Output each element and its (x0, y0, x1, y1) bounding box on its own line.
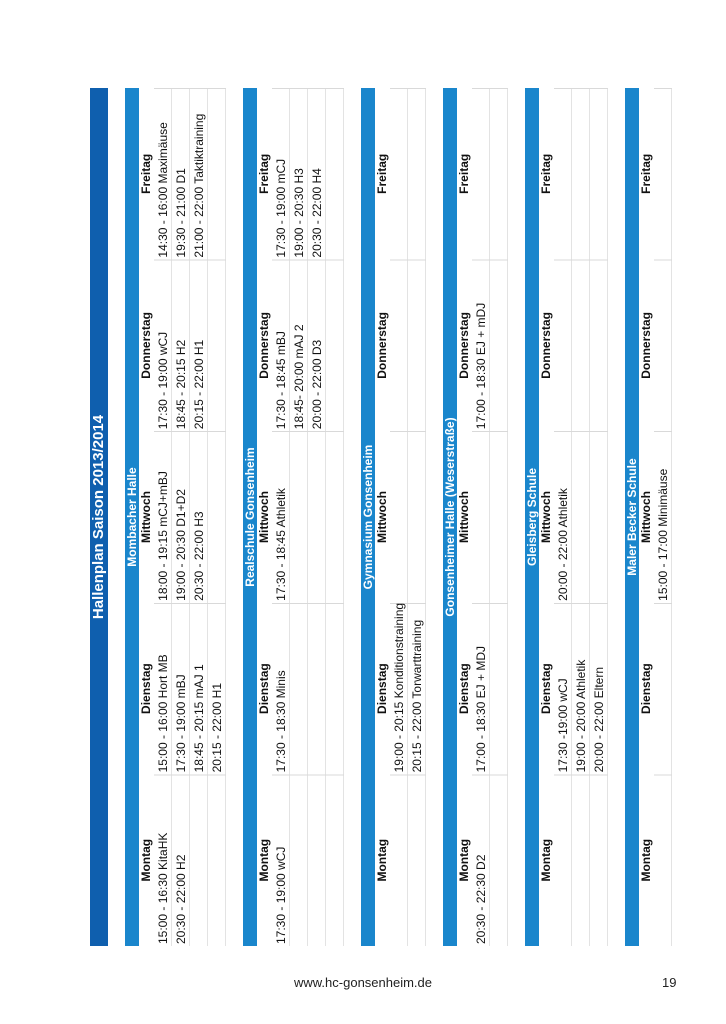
day-header-row (639, 88, 654, 946)
day-column (390, 603, 426, 775)
time-slot: 17:30 - 19:00 wCJ (274, 846, 288, 944)
day-header: Mittwoch (257, 491, 271, 544)
time-slot: 17:00 - 18:30 EJ + mDJ (474, 302, 488, 430)
section-gap (608, 88, 625, 946)
time-slot: 19:00 - 20:30 H3 (292, 168, 306, 258)
day-column (272, 774, 344, 946)
schedule-grid (272, 88, 344, 946)
time-slot: 17:30 - 18:45 mBJ (274, 331, 288, 430)
time-slot: 15:00 - 16:30 KitaHK (156, 832, 170, 944)
venue-section (525, 88, 608, 946)
day-header: Montag (139, 838, 153, 882)
time-slot: 19:00 - 20:00 Athletik (574, 659, 588, 773)
page-number: 19 (662, 975, 677, 990)
day-column (554, 260, 608, 432)
time-slot: 18:45 - 20:15 H2 (174, 339, 188, 430)
section-gap (426, 88, 443, 946)
day-header: Donnerstag (539, 312, 553, 379)
rotated-schedule (90, 88, 670, 946)
footer-url: www.hc-gonsenheim.de (293, 975, 433, 990)
day-header: Dienstag (257, 663, 271, 714)
time-slot: 17:30 -19:00 wCJ (556, 678, 570, 773)
day-header: Donnerstag (139, 312, 153, 379)
day-column (390, 88, 426, 260)
time-slot: 19:00 - 20:30 D1+D2 (174, 489, 188, 601)
day-column (272, 603, 344, 775)
venue-header: Mombacher Halle (125, 88, 139, 946)
day-column (154, 88, 226, 260)
day-column (272, 260, 344, 432)
time-slot: 20:15 - 22:00 H1 (210, 683, 224, 773)
day-column (654, 774, 672, 946)
venue-header: Gleisberg Schule (525, 88, 539, 946)
time-slot: 17:30 - 19:00 wCJ (156, 331, 170, 430)
time-slot: 20:00 - 22:00 D3 (310, 339, 324, 430)
day-column (554, 431, 608, 603)
day-column (472, 260, 508, 432)
day-header: Donnerstag (375, 312, 389, 379)
venue-section (243, 88, 344, 946)
day-header: Donnerstag (639, 312, 653, 379)
time-slot: 18:45 - 20:15 mAJ 1 (192, 664, 206, 773)
day-header: Dienstag (375, 663, 389, 714)
day-column (154, 260, 226, 432)
day-column (554, 603, 608, 775)
day-header: Montag (639, 838, 653, 882)
day-header: Mittwoch (539, 491, 553, 544)
day-header: Donnerstag (457, 312, 471, 379)
day-column (154, 431, 226, 603)
time-slot: 14:30 - 16:00 Maximäuse (156, 122, 170, 258)
time-slot: 20:30 - 22:00 H3 (192, 511, 206, 601)
day-header-row (375, 88, 390, 946)
venue-section (361, 88, 426, 946)
time-slot: 18:00 - 19:15 mCJ+mBJ (156, 471, 170, 601)
day-column (472, 88, 508, 260)
day-header: Freitag (639, 153, 653, 194)
time-slot: 17:30 - 18:45 Athletik (274, 488, 288, 601)
time-slot: 17:00 - 18:30 EJ + MDJ (474, 646, 488, 773)
day-column (472, 603, 508, 775)
day-column (154, 603, 226, 775)
time-slot: 20:15 - 22:00 H1 (192, 339, 206, 430)
time-slot: 19:30 - 21:00 D1 (174, 168, 188, 258)
day-column (472, 774, 508, 946)
venue-section (443, 88, 508, 946)
venue-header: Gymnasium Gonsenheim (361, 88, 375, 946)
venue-section (625, 88, 672, 946)
day-header: Dienstag (139, 663, 153, 714)
day-header: Freitag (375, 153, 389, 194)
time-slot: 21:00 - 22:00 Taktiktraining (192, 113, 206, 258)
day-header: Freitag (139, 153, 153, 194)
day-column (390, 774, 426, 946)
day-header: Dienstag (457, 663, 471, 714)
day-header: Dienstag (539, 663, 553, 714)
day-header: Mittwoch (639, 491, 653, 544)
venue-header: Maler Becker Schule (625, 88, 639, 946)
section-gap (226, 88, 243, 946)
schedule-grid (390, 88, 426, 946)
time-slot: 15:00 - 16:00 Hort MB (156, 654, 170, 773)
schedule-grid (654, 88, 672, 946)
day-column (554, 88, 608, 260)
day-column (654, 88, 672, 260)
time-slot: 17:30 - 19:00 mBJ (174, 674, 188, 773)
venue-header: Realschule Gonsenheim (243, 88, 257, 946)
day-column (390, 431, 426, 603)
day-header: Donnerstag (257, 312, 271, 379)
venue-section (125, 88, 226, 946)
day-header-row (457, 88, 472, 946)
time-slot: 17:30 - 18:30 Minis (274, 670, 288, 773)
page-title: Hallenplan Saison 2013/2014 (90, 88, 108, 946)
day-column (272, 88, 344, 260)
day-header: Mittwoch (457, 491, 471, 544)
day-header: Mittwoch (139, 491, 153, 544)
section-gap (508, 88, 525, 946)
day-header-row (139, 88, 154, 946)
time-slot: 20:00 - 22:00 Eltern (592, 667, 606, 773)
day-column (154, 774, 226, 946)
day-header: Montag (257, 838, 271, 882)
section-gap (108, 88, 125, 946)
day-column (390, 260, 426, 432)
day-header: Montag (375, 838, 389, 882)
day-header: Montag (539, 838, 553, 882)
day-column (654, 260, 672, 432)
schedule-grid (154, 88, 226, 946)
day-column (654, 431, 672, 603)
time-slot: 17:30 - 19:00 mCJ (274, 158, 288, 258)
time-slot: 19:00 - 20:15 Konditionstraining (392, 602, 406, 773)
day-header: Freitag (457, 153, 471, 194)
day-header: Mittwoch (375, 491, 389, 544)
day-column (654, 603, 672, 775)
day-header: Freitag (257, 153, 271, 194)
day-header-row (257, 88, 272, 946)
time-slot: 20:00 - 22:00 Athletik (556, 488, 570, 601)
time-slot: 18:45- 20:00 mAJ 2 (292, 324, 306, 430)
schedule-grid (554, 88, 608, 946)
day-header-row (539, 88, 554, 946)
day-column (554, 774, 608, 946)
venue-list (108, 88, 672, 946)
day-column (472, 431, 508, 603)
time-slot: 20:30 - 22:00 H2 (174, 854, 188, 944)
time-slot: 15:00 - 17:00 Minimäuse (656, 468, 670, 601)
schedule-grid (472, 88, 508, 946)
time-slot: 20:30 - 22:00 H4 (310, 168, 324, 258)
day-header: Dienstag (639, 663, 653, 714)
venue-header: Gonsenheimer Halle (Weserstraße) (443, 88, 457, 946)
day-header: Freitag (539, 153, 553, 194)
time-slot: 20:15 - 22:00 Torwarttraining (410, 619, 424, 773)
day-header: Montag (457, 838, 471, 882)
day-column (272, 431, 344, 603)
section-gap (344, 88, 361, 946)
time-slot: 20:30 - 22:30 D2 (474, 854, 488, 944)
